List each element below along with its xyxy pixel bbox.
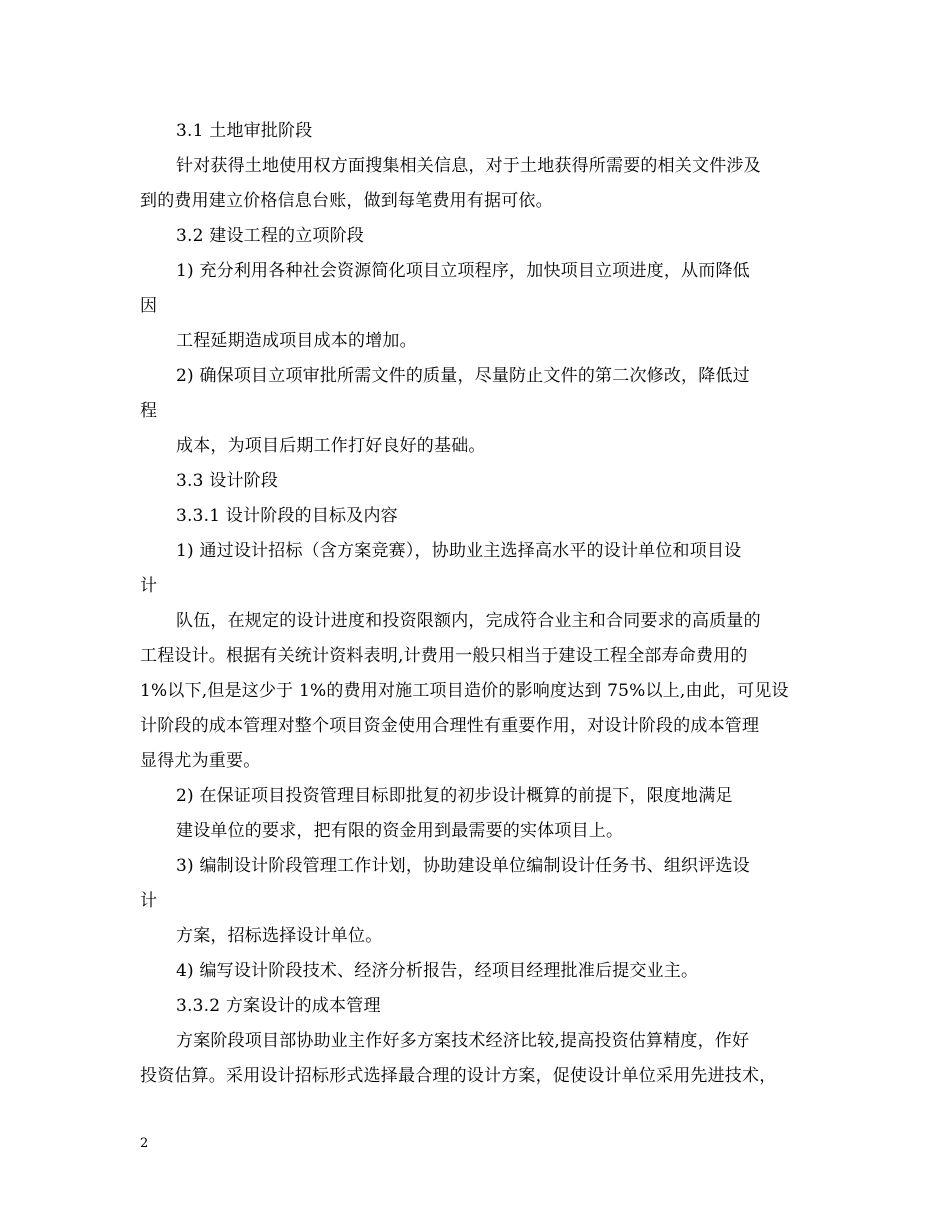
page-number: 2 [140, 1136, 149, 1151]
paragraph-line: 针对获得土地使用权方面搜集相关信息，对于土地获得所需要的相关文件涉及 [176, 156, 761, 176]
paragraph-line: 成本，为项目后期工作打好良好的基础。 [176, 436, 486, 456]
paragraph-line: 到的费用建立价格信息台账，做到每笔费用有据可依。 [140, 191, 553, 211]
paragraph-line: 工程设计。根据有关统计资料表明,计费用一般只相当于建设工程全部寿命费用的 [140, 646, 748, 666]
paragraph-line: 计 [140, 891, 158, 911]
paragraph-line: 2) 确保项目立项审批所需文件的质量，尽量防止文件的第二次修改，降低过 [176, 366, 750, 386]
paragraph-line: 1) 充分利用各种社会资源简化项目立项程序，加快项目立项进度，从而降低 [176, 261, 750, 281]
paragraph-line: 计 [140, 576, 158, 596]
paragraph-line: 3) 编制设计阶段管理工作计划，协助建设单位编制设计任务书、组织评选设 [176, 856, 750, 876]
paragraph-line: 因 [140, 296, 158, 316]
heading-3-2: 3.2 建设工程的立项阶段 [176, 226, 365, 246]
paragraph-line: 1) 通过设计招标（含方案竞赛），协助业主选择高水平的设计单位和项目设 [176, 541, 742, 561]
paragraph-line: 程 [140, 401, 158, 421]
paragraph-line: 工程延期造成项目成本的增加。 [176, 331, 417, 351]
paragraph-line: 1%以下,但是这少于 1%的费用对施工项目造价的影响度达到 75%以上,由此，可见设 [140, 681, 789, 701]
paragraph-line: 计阶段的成本管理对整个项目资金使用合理性有重要作用，对设计阶段的成本管理 [140, 716, 760, 736]
paragraph-line: 投资估算。采用设计招标形式选择最合理的设计方案，促使设计单位采用先进技术， [140, 1066, 777, 1086]
heading-3-3-2: 3.3.2 方案设计的成本管理 [176, 996, 381, 1016]
paragraph-line: 4) 编写设计阶段技术、经济分析报告，经项目经理批准后提交业主。 [176, 961, 699, 981]
paragraph-line: 显得尤为重要。 [140, 751, 261, 771]
paragraph-line: 队伍，在规定的设计进度和投资限额内，完成符合业主和合同要求的高质量的 [176, 611, 761, 631]
paragraph-line: 方案阶段项目部协助业主作好多方案技术经济比较,提高投资估算精度，作好 [176, 1031, 750, 1051]
heading-3-3: 3.3 设计阶段 [176, 471, 279, 491]
paragraph-line: 方案，招标选择设计单位。 [176, 926, 383, 946]
paragraph-line: 建设单位的要求，把有限的资金用到最需要的实体项目上。 [176, 821, 624, 841]
paragraph-line: 2) 在保证项目投资管理目标即批复的初步设计概算的前提下，限度地满足 [176, 786, 733, 806]
heading-3-1: 3.1 土地审批阶段 [176, 121, 313, 141]
heading-3-3-1: 3.3.1 设计阶段的目标及内容 [176, 506, 398, 526]
